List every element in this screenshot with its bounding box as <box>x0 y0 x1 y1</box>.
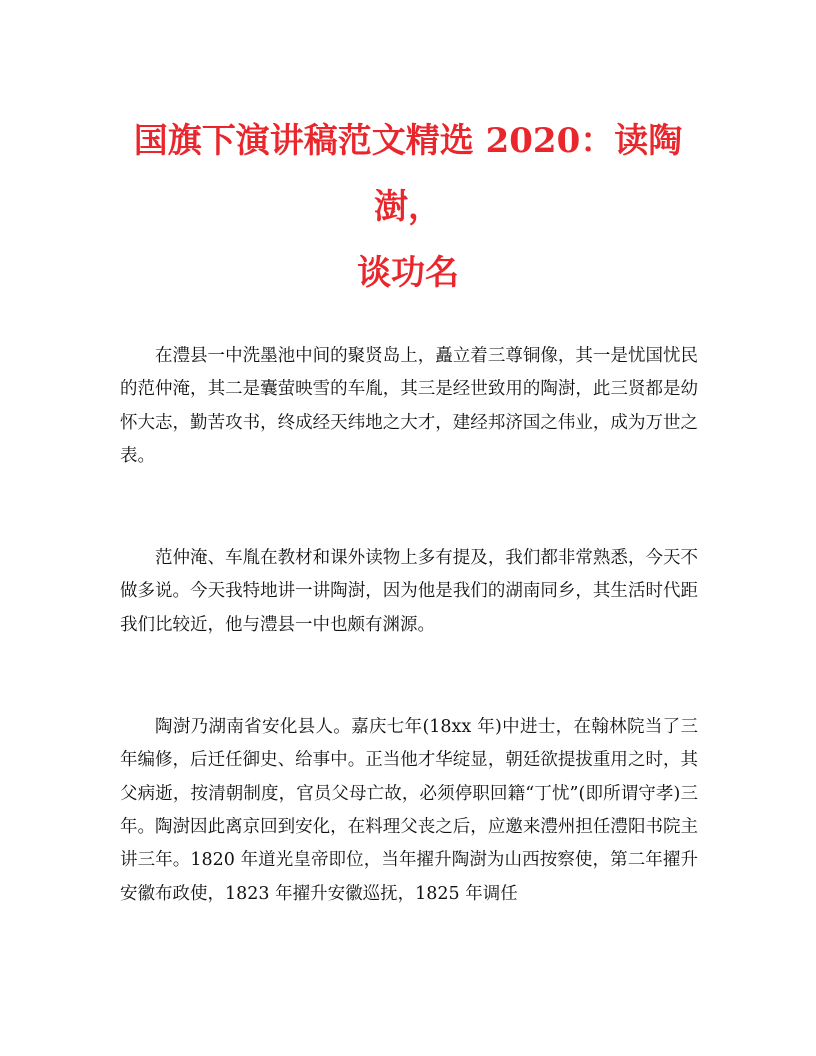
document-title <box>108 108 708 306</box>
paragraph-3: 陶澍乃湖南省安化县人。嘉庆七年(18xx 年)中进士，在翰林院当了三年编修，后迁任御史、给事中。正当他才华绽显，朝廷欲提拔重用之时，其父病逝，按清朝制度，官员父母亡故，必须停职回籍“丁忧”(即所谓守孝)三年。陶澍因此离京回到安化，在料理父丧之后，应邀来澧州担任澧阳书院主讲三年。1820 年道光皇帝即位，当年擢升陶澍为山西按察使，第二年擢升安徽布政使，1823 年擢升安徽巡抚，1825 年调任 <box>120 717 698 904</box>
title-line-2: 谈功名 <box>357 253 459 293</box>
title-line-1: 国旗下演讲稿范文精选 2020：读陶澍， <box>133 121 683 227</box>
paragraph-1: 在澧县一中洗墨池中间的聚贤岛上，矗立着三尊铜像，其一是忧国忧民的范仲淹，其二是囊萤映雪的车胤，其三是经世致用的陶澍，此三贤都是幼怀大志，勤苦攻书，终成经天纬地之大才，建经邦济国之伟业，成为万世之表。 <box>120 346 698 466</box>
paragraph-2: 范仲淹、车胤在教材和课外读物上多有提及，我们都非常熟悉，今天不做多说。今天我特地讲一讲陶澍，因为他是我们的湖南同乡，其生活时代距我们比较近，他与澧县一中也颇有渊源。 <box>120 548 698 635</box>
document-body <box>120 340 698 980</box>
